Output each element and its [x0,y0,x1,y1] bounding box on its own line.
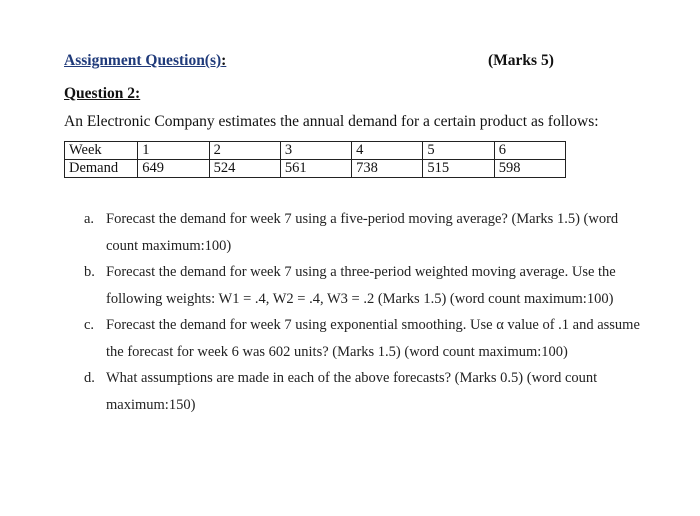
table-row-demand [65,160,566,178]
total-marks: (Marks 5) [488,52,554,69]
item-text: Forecast the demand for week 7 using a three-period weighted moving average. Use the following weights: W1 = .4, W2 = .4, W3 = .2 (Marks 1.5) (word count maximum:100) [106,264,616,307]
item-text: Forecast the demand for week 7 using a five-period moving average? (Marks 1.5) (word count maximum:100) [106,211,619,254]
demand-cell: 738 [352,160,423,178]
week-cell: 5 [423,142,494,160]
question-intro: An Electronic Company estimates the annual demand for a certain product as follows: [64,113,599,130]
sub-question-c [84,312,644,365]
demand-cell: 598 [494,160,565,178]
item-marker: b. [84,264,95,280]
week-cell: 3 [280,142,351,160]
item-text: Forecast the demand for week 7 using exponential smoothing. Use α value of .1 and assume the forecast for week 6 was 602 units? (Marks 1.5) (word count maximum:100) [106,317,640,360]
row-header-demand: Demand [65,160,138,178]
demand-table [64,141,566,178]
table-row-week [65,142,566,160]
sub-question-b [84,259,644,312]
item-marker: a. [84,211,95,227]
item-marker: d. [84,370,95,386]
item-marker: c. [84,317,95,333]
sub-question-a [84,206,644,259]
sub-question-d [84,365,644,418]
row-header-week: Week [65,142,138,160]
item-text: What assumptions are made in each of the above forecasts? (Marks 0.5) (word count maximum:150) [106,370,598,413]
week-cell: 2 [209,142,280,160]
assignment-title: Assignment Question(s): [64,52,227,69]
week-cell: 6 [494,142,565,160]
week-cell: 4 [352,142,423,160]
demand-cell: 515 [423,160,494,178]
sub-question-list [84,206,644,418]
demand-cell: 524 [209,160,280,178]
week-cell: 1 [138,142,209,160]
demand-cell: 649 [138,160,209,178]
demand-cell: 561 [280,160,351,178]
question-title: Question 2: [64,85,141,102]
